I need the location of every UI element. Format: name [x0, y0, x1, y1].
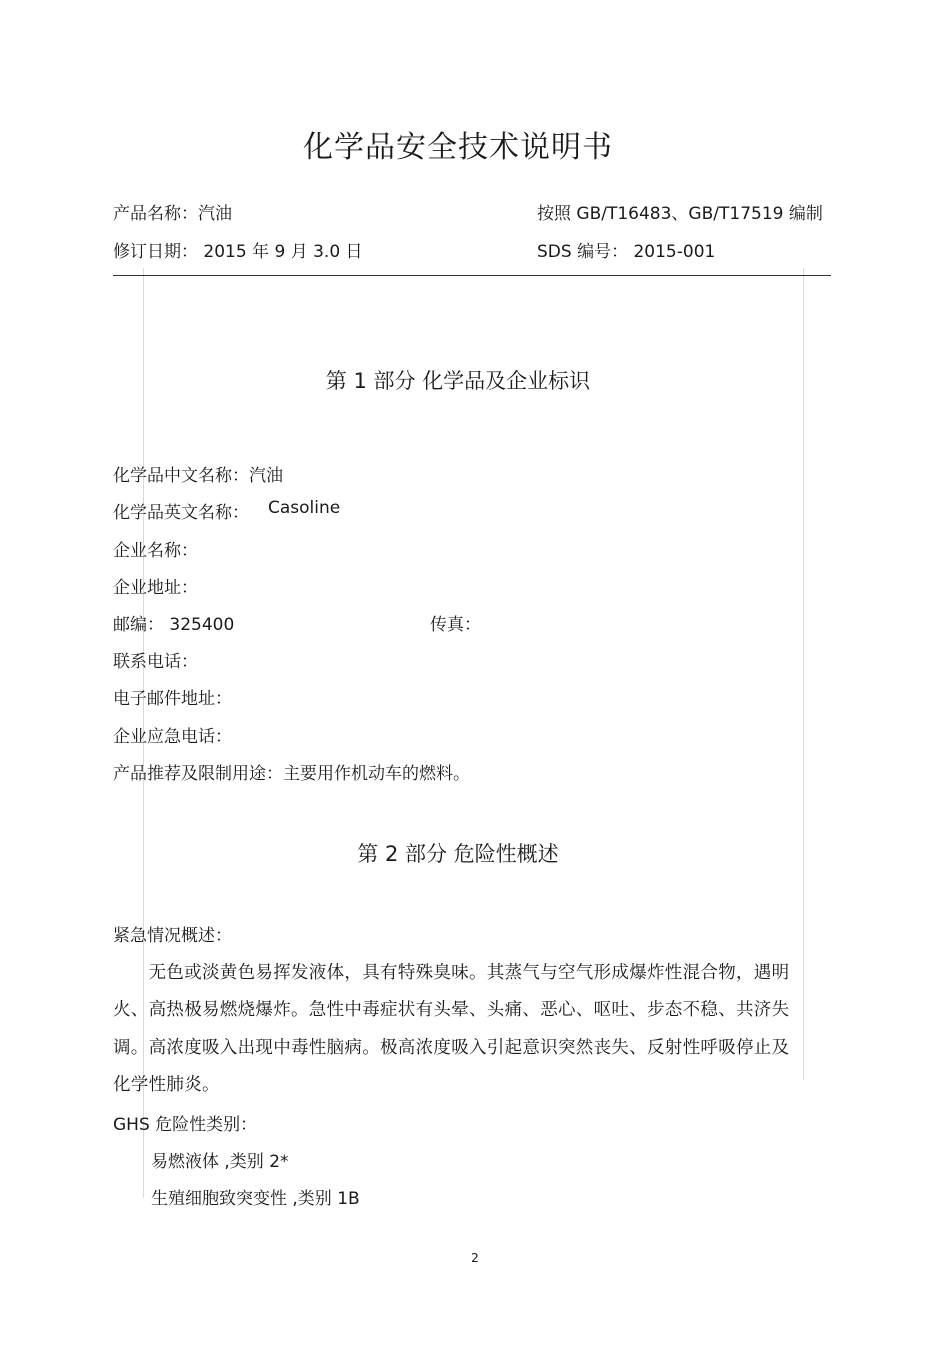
header-divider [113, 275, 831, 276]
chemical-en-name-label: 化学品英文名称： [113, 503, 249, 523]
chemical-cn-name: 化学品中文名称：汽油 [113, 466, 283, 486]
emergency-overview-label: 紧急情况概述： [113, 926, 232, 946]
document-title: 化学品安全技术说明书 [303, 130, 613, 165]
overview-line: 火、高热极易燃烧爆炸。急性中毒症状有头晕、头痛、恶心、呕吐、步态不稳、共济失 [113, 1000, 790, 1020]
company-address: 企业地址： [113, 578, 198, 598]
emergency-phone: 企业应急电话： [113, 727, 232, 747]
ghs-label: GHS 危险性类别： [113, 1115, 258, 1135]
revision-date: 修订日期： 2015 年 9 月 3.0 日 [113, 242, 363, 262]
page-number: 2 [471, 1251, 479, 1265]
email-address: 电子邮件地址： [113, 689, 232, 709]
product-usage: 产品推荐及限制用途：主要用作机动车的燃料。 [113, 764, 470, 784]
overview-line: 无色或淡黄色易挥发液体，具有特殊臭味。其蒸气与空气形成爆炸性混合物，遇明 [113, 963, 790, 983]
company-name: 企业名称： [113, 541, 198, 561]
overview-line: 化学性肺炎。 [113, 1075, 220, 1095]
sds-number: SDS 编号： 2015-001 [537, 242, 716, 262]
section2-heading: 第 2 部分 危险性概述 [357, 842, 559, 866]
section1-heading: 第 1 部分 化学品及企业标识 [325, 369, 591, 393]
overview-line: 调。高浓度吸入出现中毒性脑病。极高浓度吸入引起意识突然丧失、反射性呼吸停止及 [113, 1038, 790, 1058]
chemical-en-name-value: Casoline [268, 498, 341, 518]
ghs-item: 生殖细胞致突变性 ,类别 1B [151, 1189, 360, 1209]
fax: 传真： [430, 615, 481, 635]
product-name: 产品名称：汽油 [113, 204, 232, 224]
contact-phone: 联系电话： [113, 652, 198, 672]
postcode: 邮编： 325400 [113, 615, 235, 635]
ghs-item: 易燃液体 ,类别 2* [151, 1152, 289, 1172]
standard-reference: 按照 GB/T16483、GB/T17519 编制 [537, 204, 823, 224]
